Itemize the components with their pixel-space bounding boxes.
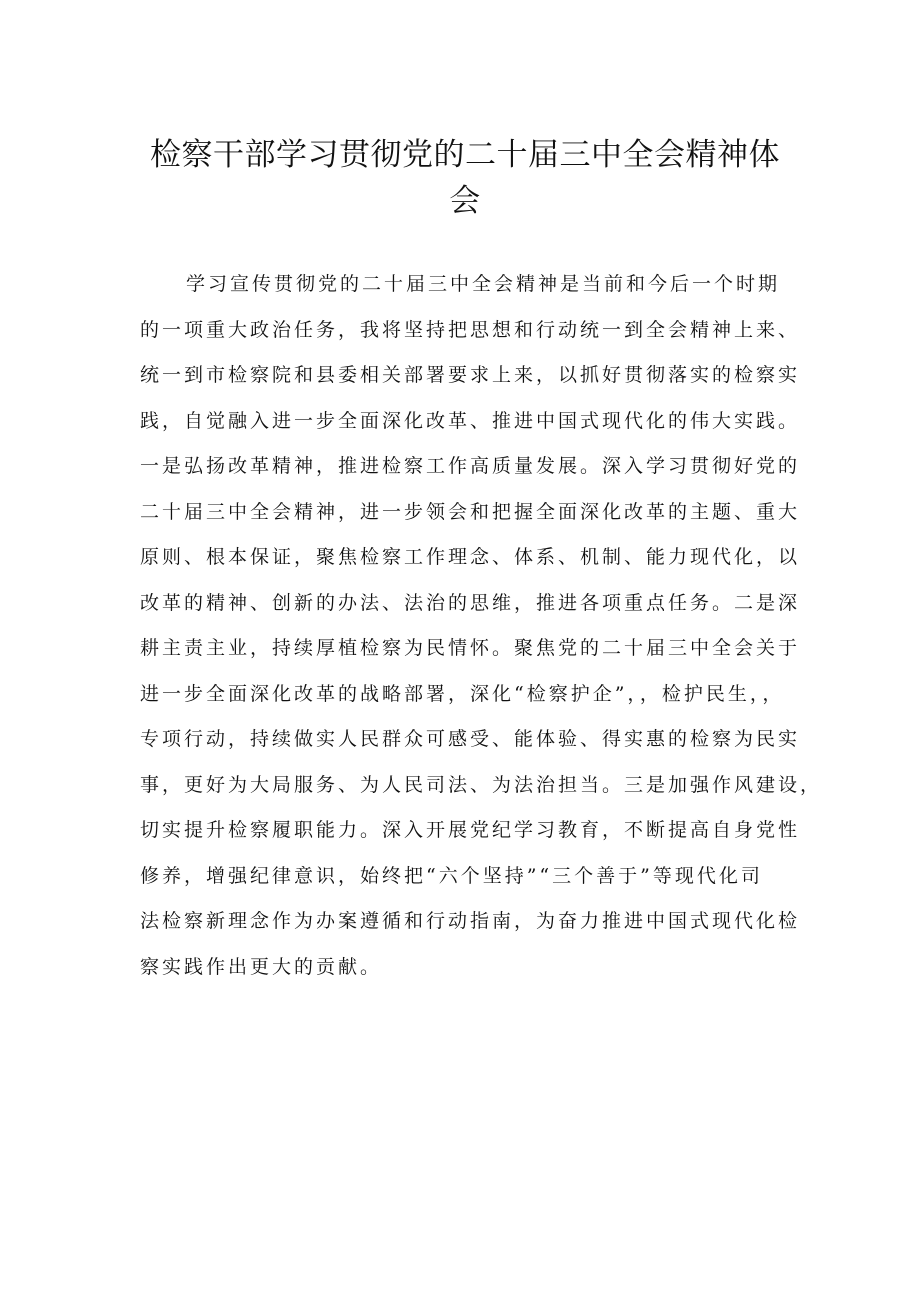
document-body — [140, 262, 823, 990]
body-line: 原则、根本保证，聚焦检察工作理念、体系、机制、能力现代化，以 — [140, 546, 801, 568]
body-line: 切实提升检察履职能力。深入开展党纪学习教育，不断提高自身党性 — [140, 819, 801, 841]
body-line: 学习宣传贯彻党的二十届三中全会精神是当前和今后一个时期 — [186, 273, 781, 295]
body-line: 事，更好为大局服务、为人民司法、为法治担当。三是加强作风建设， — [140, 773, 823, 796]
body-line: 二十届三中全会精神，进一步领会和把握全面深化改革的主题、重大 — [140, 500, 801, 523]
body-line: 践，自觉融入进一步全面深化改革、推进中国式现代化的伟大实践。 — [140, 409, 801, 432]
body-line: 统一到市检察院和县委相关部署要求上来，以抓好贯彻落实的检察实 — [140, 364, 801, 386]
body-line: 一是弘扬改革精神，推进检察工作高质量发展。深入学习贯彻好党的 — [140, 455, 801, 477]
document-title: 检察干部学习贯彻党的二十届三中全会精神体会 — [150, 137, 780, 219]
body-line: 耕主责主业，持续厚植检察为民情怀。聚焦党的二十届三中全会关于 — [140, 637, 801, 659]
body-line: 进一步全面深化改革的战略部署，深化“检察护企”，，检护民生，， — [140, 682, 785, 705]
body-line: 专项行动，持续做实人民群众可感受、能体验、得实惠的检察为民实 — [140, 728, 801, 750]
body-line: 修养，增强纪律意识，始终把“六个坚持”“三个善于”等现代化司 — [140, 864, 763, 887]
body-line: 察实践作出更大的贡献。 — [140, 955, 383, 978]
body-line: 法检察新理念作为办案遵循和行动指南，为奋力推进中国式现代化检 — [140, 910, 801, 932]
body-line: 的一项重大政治任务，我将坚持把思想和行动统一到全会精神上来、 — [140, 318, 801, 341]
body-line: 改革的精神、创新的办法、法治的思维，推进各项重点任务。二是深 — [140, 591, 801, 614]
